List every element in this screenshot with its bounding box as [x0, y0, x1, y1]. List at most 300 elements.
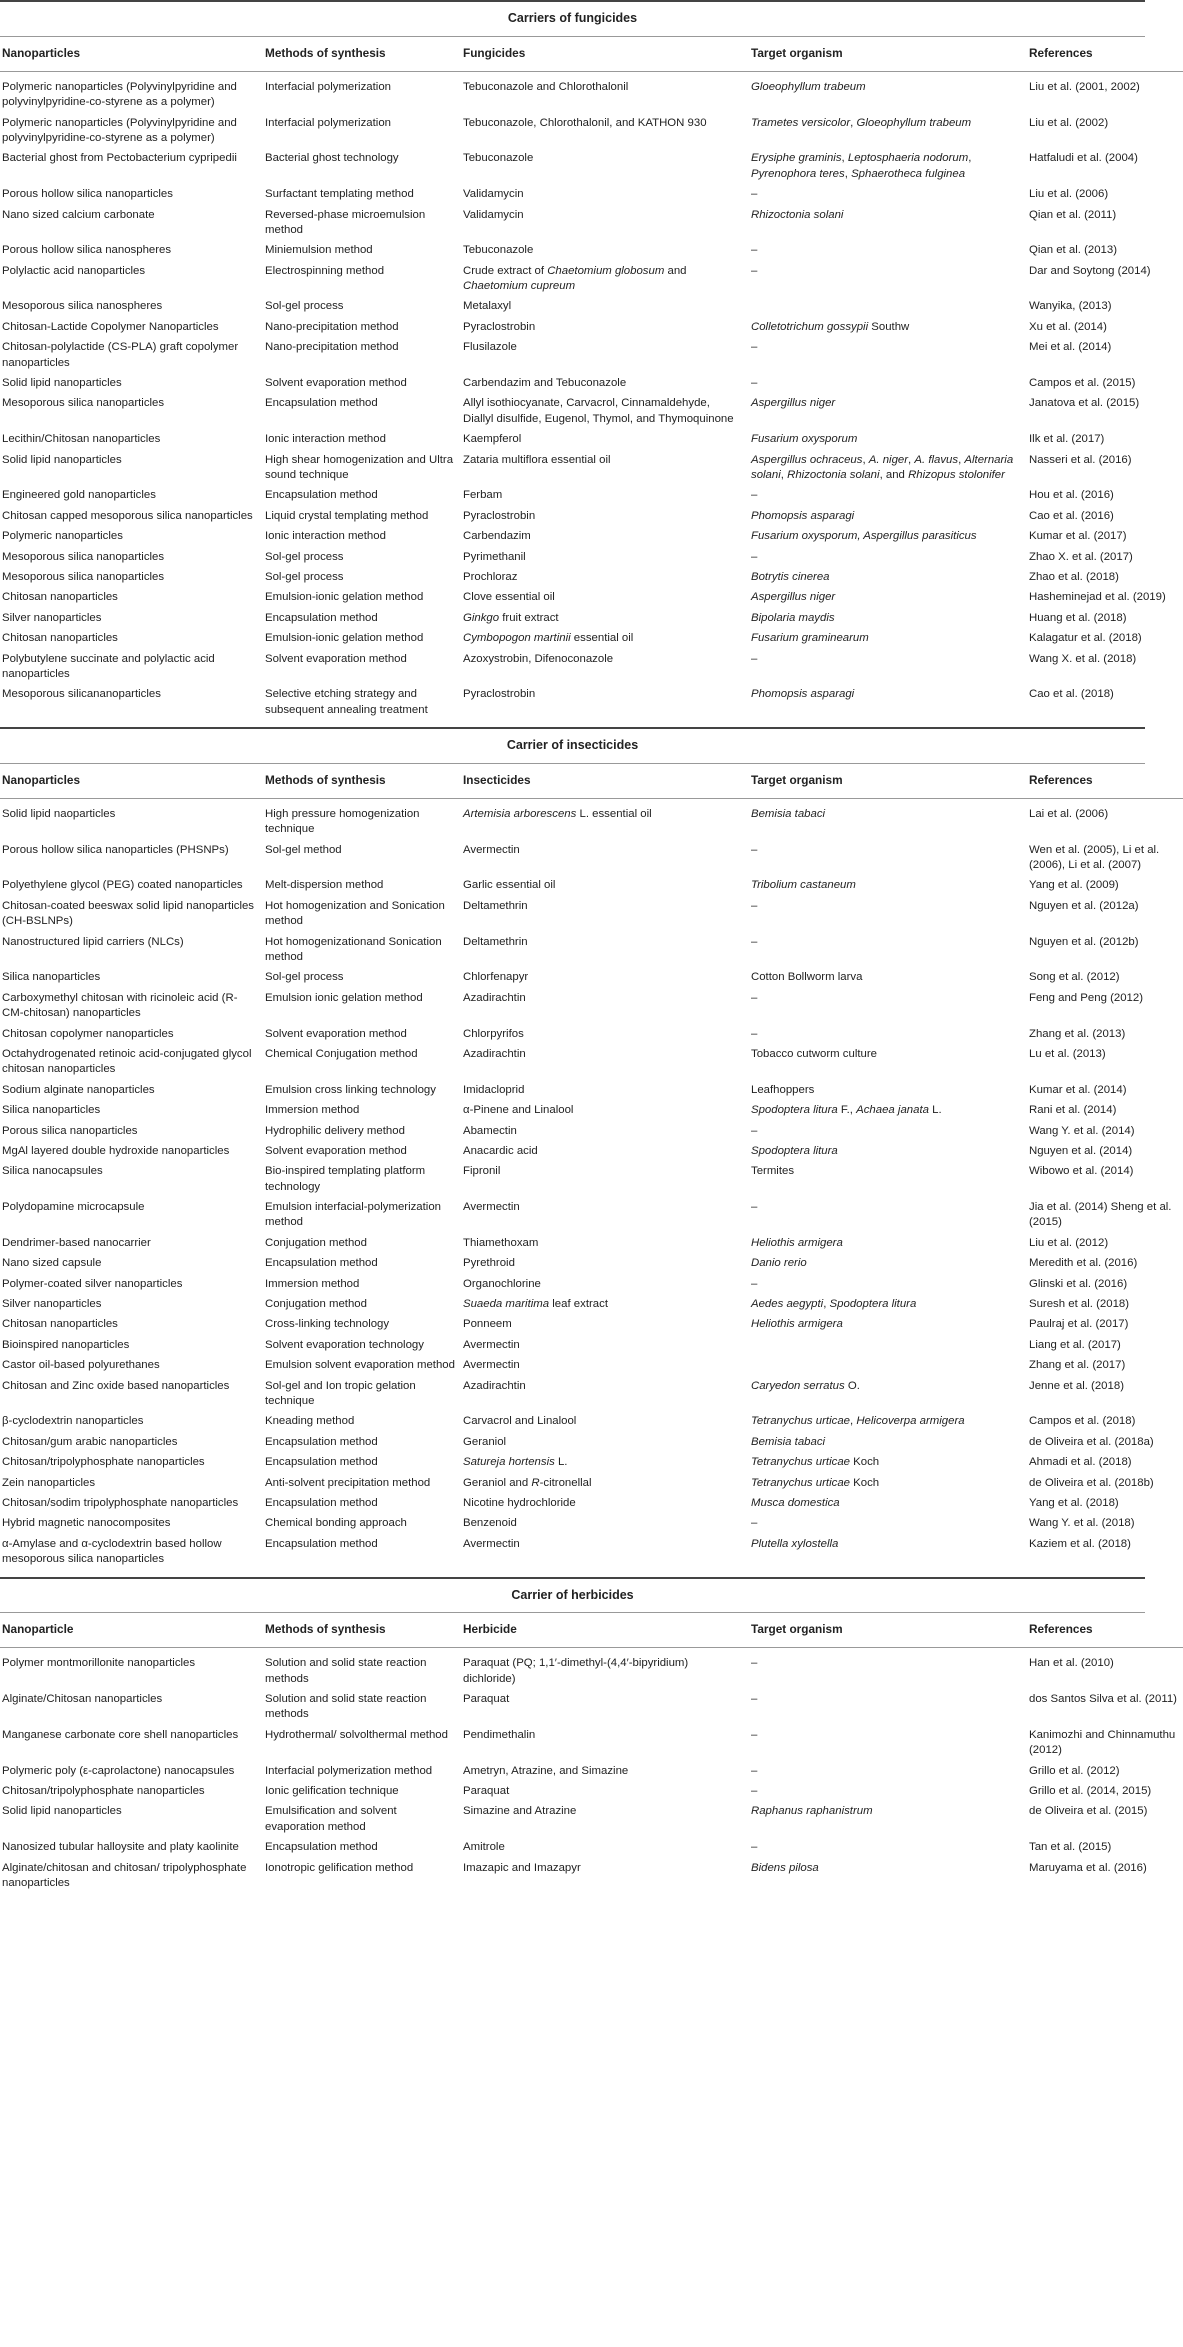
cell-text: Garlic essential oil [463, 879, 556, 892]
cell-text: Nanostructured lipid carriers (NLCs) [2, 935, 184, 948]
cell-nanoparticle [0, 1101, 261, 1121]
cell-target [747, 297, 1025, 317]
cell-method [261, 897, 459, 933]
cell-text: O. [844, 1379, 860, 1392]
cell-text: Liu et al. (2002) [1029, 116, 1109, 129]
cell-reference [1025, 206, 1183, 242]
cell-agent [459, 338, 747, 374]
cell-method [261, 1122, 459, 1142]
cell-reference [1025, 650, 1183, 686]
cell-text: – [751, 1657, 758, 1670]
cell-method [261, 629, 459, 649]
cell-reference [1025, 507, 1183, 527]
cell-text: – [751, 244, 758, 257]
cell-text: , [823, 1298, 830, 1311]
cell-nanoparticle [0, 1802, 261, 1838]
cell-text: Porous silica nanoparticles [2, 1124, 138, 1137]
cell-text: Clove essential oil [463, 591, 555, 604]
table-row [0, 1275, 1183, 1295]
cell-reference [1025, 1315, 1183, 1335]
cell-reference [1025, 1726, 1183, 1762]
cell-nanoparticle [0, 1453, 261, 1473]
cell-target [747, 1198, 1025, 1234]
cell-text: Emulsion solvent evaporation method [265, 1359, 455, 1372]
cell-text: Cao et al. (2018) [1029, 688, 1114, 701]
cell-nanoparticle [0, 1162, 261, 1198]
cell-text-italic: Caryedon serratus [751, 1379, 845, 1392]
cell-text: Polymeric nanoparticles (Polyvinylpyridine and polyvinylpyridine-co-styrene as a polymer) [2, 80, 237, 109]
cell-text: Hot homogenization and Sonication method [265, 899, 445, 928]
cell-nanoparticle [0, 897, 261, 933]
cell-text: , [908, 453, 915, 466]
cell-text: Melt-dispersion method [265, 879, 384, 892]
cell-nanoparticle [0, 685, 261, 721]
cell-text-italic: Achaea janata [856, 1104, 929, 1117]
cell-agent [459, 507, 747, 527]
cell-text: Sol-gel process [265, 300, 344, 313]
table-row [0, 1782, 1183, 1802]
cell-text: , [958, 453, 965, 466]
cell-agent [459, 629, 747, 649]
cell-text: Chitosan nanoparticles [2, 1318, 118, 1331]
table-row [0, 185, 1183, 205]
cell-text: Allyl isothiocyanate, Carvacrol, Cinnamaldehyde, Diallyl disulfide, Eugenol, Thymol, and Thymoquinone [463, 397, 734, 425]
cell-agent [459, 1315, 747, 1335]
cell-method [261, 1254, 459, 1274]
cell-nanoparticle [0, 206, 261, 242]
cell-text: Organochlorine [463, 1277, 541, 1290]
cell-text: Grillo et al. (2012) [1029, 1764, 1120, 1777]
cell-nanoparticle [0, 1838, 261, 1858]
cell-text: Solution and solid state reaction methods [265, 1693, 427, 1721]
table-row [0, 262, 1183, 298]
cell-text: Deltamethrin [463, 899, 528, 912]
cell-agent [459, 650, 747, 686]
cell-text-italic: Bemisia tabaci [751, 1435, 826, 1448]
cell-agent [459, 71, 747, 113]
cell-text: Jenne et al. (2018) [1029, 1379, 1124, 1392]
cell-text: Solid lipid naoparticles [2, 807, 116, 820]
cell-text-italic: A. flavus [914, 453, 959, 466]
cell-text: Liu et al. (2006) [1029, 188, 1109, 201]
cell-agent [459, 1234, 747, 1254]
cell-reference [1025, 1433, 1183, 1453]
cell-text-italic: Plutella xylostella [751, 1537, 839, 1550]
cell-target [747, 798, 1025, 840]
table-row [0, 1514, 1183, 1534]
cell-nanoparticle [0, 629, 261, 649]
cell-text: , [844, 167, 852, 180]
cell-text: Hydrophilic delivery method [265, 1124, 405, 1137]
cell-text: Chitosan nanoparticles [2, 591, 118, 604]
cell-target [747, 1101, 1025, 1121]
cell-target [747, 968, 1025, 988]
table-row [0, 1762, 1183, 1782]
table-row [0, 876, 1183, 896]
cell-text: Nguyen et al. (2012b) [1029, 935, 1139, 948]
cell-method [261, 798, 459, 840]
cell-text: – [751, 1841, 758, 1854]
cell-text: Ionic interaction method [265, 433, 386, 446]
table-row [0, 1356, 1183, 1376]
cell-text: Polymeric nanoparticles [2, 530, 123, 543]
cell-text-italic: Gloeophyllum trabeum [751, 80, 866, 93]
cell-text: Solvent evaporation method [265, 652, 407, 665]
cell-reference [1025, 1101, 1183, 1121]
cell-text: Imidacloprid [463, 1083, 525, 1096]
cell-text-italic: Botrytis cinerea [751, 570, 830, 583]
cell-text: α-Amylase and α-cyclodextrin based hollow mesoporous silica nanoparticles [2, 1537, 222, 1566]
cell-text-italic: Cymbopogon martinii [463, 632, 571, 645]
cell-method [261, 297, 459, 317]
cell-text: Campos et al. (2015) [1029, 377, 1136, 390]
cell-text: Electrospinning method [265, 264, 385, 277]
cell-method [261, 1315, 459, 1335]
cell-text: Deltamethrin [463, 935, 528, 948]
cell-text: Emulsion interfacial-polymerization method [265, 1201, 441, 1229]
cell-agent [459, 149, 747, 185]
table-row [0, 486, 1183, 506]
cell-reference [1025, 685, 1183, 721]
cell-method [261, 1838, 459, 1858]
cell-text: Emulsion ionic gelation method [265, 991, 423, 1004]
data-table [0, 764, 1183, 1571]
cell-target [747, 1275, 1025, 1295]
cell-reference [1025, 185, 1183, 205]
cell-text: Liu et al. (2001, 2002) [1029, 80, 1140, 93]
cell-text: Zhang et al. (2013) [1029, 1027, 1126, 1040]
cell-agent [459, 685, 747, 721]
cell-text: , [849, 1415, 857, 1428]
cell-method [261, 1295, 459, 1315]
cell-agent [459, 1081, 747, 1101]
cell-text: Xu et al. (2014) [1029, 320, 1107, 333]
cell-nanoparticle [0, 968, 261, 988]
cell-reference [1025, 1377, 1183, 1413]
cell-reference [1025, 1859, 1183, 1895]
cell-text: Wen et al. (2005), Li et al. (2006), Li et al. (2007) [1029, 843, 1160, 872]
cell-nanoparticle [0, 876, 261, 896]
column-header-agent: Fungicides [459, 37, 747, 71]
cell-text: – [751, 1517, 758, 1530]
cell-target [747, 629, 1025, 649]
cell-text: Azadirachtin [463, 1047, 526, 1060]
cell-text: Tebuconazole [463, 152, 534, 165]
cell-text: Polymer-coated silver nanoparticles [2, 1277, 183, 1290]
cell-text: Meredith et al. (2016) [1029, 1257, 1138, 1270]
cell-method [261, 588, 459, 608]
cell-reference [1025, 1782, 1183, 1802]
cell-text: – [751, 264, 758, 277]
column-header-method: Methods of synthesis [261, 764, 459, 798]
cell-text: and [664, 264, 687, 277]
table-row [0, 1162, 1183, 1198]
cell-agent [459, 1648, 747, 1690]
cell-nanoparticle [0, 394, 261, 430]
cell-reference [1025, 451, 1183, 487]
cell-reference [1025, 1162, 1183, 1198]
cell-nanoparticle [0, 1081, 261, 1101]
cell-text: Hybrid magnetic nanocomposites [2, 1517, 171, 1530]
cell-method [261, 318, 459, 338]
cell-text: Manganese carbonate core shell nanoparticles [2, 1728, 239, 1741]
cell-text: Reversed-phase microemulsion method [265, 208, 426, 236]
cell-method [261, 1514, 459, 1534]
table-row [0, 1726, 1183, 1762]
cell-agent [459, 1782, 747, 1802]
cell-text: L. essential oil [576, 807, 652, 820]
cell-text: Jia et al. (2014) Sheng et al. (2015) [1029, 1201, 1172, 1229]
cell-text-italic: Artemisia arborescens [463, 807, 577, 820]
cell-nanoparticle [0, 1762, 261, 1782]
cell-nanoparticle [0, 1412, 261, 1432]
cell-text: Wibowo et al. (2014) [1029, 1165, 1134, 1178]
cell-text: – [751, 652, 758, 665]
cell-target [747, 1474, 1025, 1494]
cell-method [261, 1412, 459, 1432]
cell-target [747, 1514, 1025, 1534]
cell-method [261, 1494, 459, 1514]
cell-text: Hot homogenizationand Sonication method [265, 935, 442, 963]
cell-text: Hydrothermal/ solvolthermal method [265, 1728, 448, 1741]
cell-reference [1025, 374, 1183, 394]
cell-text: Anacardic acid [463, 1144, 538, 1157]
cell-nanoparticle [0, 1234, 261, 1254]
cell-text: Polybutylene succinate and polylactic acid nanoparticles [2, 652, 215, 680]
cell-target [747, 1315, 1025, 1335]
cell-text: Silica nanocapsules [2, 1165, 103, 1178]
cell-target [747, 114, 1025, 150]
cell-text: Flusilazole [463, 341, 517, 354]
cell-text: Chitosan copolymer nanoparticles [2, 1027, 174, 1040]
cell-text: Polymeric nanoparticles (Polyvinylpyridine and polyvinylpyridine-co-styrene as a polymer) [2, 116, 237, 144]
cell-method [261, 374, 459, 394]
table-row [0, 609, 1183, 629]
cell-text: Kumar et al. (2017) [1029, 530, 1127, 543]
cell-text: Nguyen et al. (2012a) [1029, 899, 1139, 912]
cell-reference [1025, 1412, 1183, 1432]
cell-agent [459, 206, 747, 242]
cell-text: Qian et al. (2013) [1029, 244, 1118, 257]
cell-text: leaf extract [549, 1298, 608, 1311]
cell-target [747, 1254, 1025, 1274]
cell-agent [459, 1726, 747, 1762]
table-row [0, 897, 1183, 933]
table-row [0, 1802, 1183, 1838]
column-header-reference: References [1025, 764, 1183, 798]
cell-agent [459, 1101, 747, 1121]
cell-reference [1025, 1142, 1183, 1162]
cell-text: Cotton Bollworm larva [751, 971, 863, 984]
table-row [0, 841, 1183, 877]
cell-agent [459, 897, 747, 933]
table-row [0, 1122, 1183, 1142]
cell-reference [1025, 430, 1183, 450]
table-row [0, 1377, 1183, 1413]
cell-target [747, 876, 1025, 896]
cell-text: Sol-gel process [265, 550, 344, 563]
cell-nanoparticle [0, 1315, 261, 1335]
cell-nanoparticle [0, 318, 261, 338]
cell-nanoparticle [0, 1122, 261, 1142]
cell-nanoparticle [0, 1514, 261, 1534]
cell-nanoparticle [0, 527, 261, 547]
cell-agent [459, 1690, 747, 1726]
cell-text: Encapsulation method [265, 397, 378, 410]
cell-text: Avermectin [463, 1359, 520, 1372]
cell-text: α-Pinene and Linalool [463, 1104, 574, 1117]
cell-text: Maruyama et al. (2016) [1029, 1861, 1147, 1874]
cell-method [261, 114, 459, 150]
cell-text: Qian et al. (2011) [1029, 208, 1117, 221]
cell-method [261, 609, 459, 629]
cell-reference [1025, 1336, 1183, 1356]
table-row [0, 1315, 1183, 1335]
cell-nanoparticle [0, 609, 261, 629]
cell-text: Encapsulation method [265, 1456, 378, 1469]
table-row [0, 338, 1183, 374]
cell-text: Ahmadi et al. (2018) [1029, 1456, 1132, 1469]
cell-target [747, 1081, 1025, 1101]
cell-text: Lecithin/Chitosan nanoparticles [2, 433, 161, 446]
header-row [0, 764, 1183, 798]
cell-text-italic: Suaeda maritima [463, 1298, 550, 1311]
cell-agent [459, 1254, 747, 1274]
cell-reference [1025, 1025, 1183, 1045]
cell-text: – [751, 843, 758, 856]
cell-target [747, 1025, 1025, 1045]
cell-nanoparticle [0, 114, 261, 150]
cell-text: Benzenoid [463, 1517, 517, 1530]
cell-reference [1025, 609, 1183, 629]
cell-target [747, 1433, 1025, 1453]
cell-text: L. [554, 1456, 568, 1469]
cell-text-italic: Satureja hortensis [463, 1456, 555, 1469]
cell-text: – [751, 341, 758, 354]
cell-target [747, 548, 1025, 568]
cell-text: Octahydrogenated retinoic acid-conjugated glycol chitosan nanoparticles [2, 1047, 252, 1076]
cell-nanoparticle [0, 1254, 261, 1274]
cell-text: – [751, 1764, 758, 1777]
cell-method [261, 933, 459, 969]
cell-method [261, 206, 459, 242]
table-row [0, 149, 1183, 185]
header-row [0, 1613, 1183, 1647]
cell-text: Chitosan-Lactide Copolymer Nanoparticles [2, 320, 219, 333]
cell-text: Hou et al. (2016) [1029, 489, 1114, 502]
cell-text: de Oliveira et al. (2018b) [1029, 1476, 1154, 1489]
cell-method [261, 1690, 459, 1726]
column-header-agent: Herbicide [459, 1613, 747, 1647]
table-row [0, 394, 1183, 430]
cell-text: Interfacial polymerization [265, 80, 391, 93]
cell-agent [459, 841, 747, 877]
cell-text: Southw [868, 320, 910, 333]
cell-nanoparticle [0, 149, 261, 185]
cell-text: Interfacial polymerization [265, 116, 391, 129]
cell-text: Bacterial ghost from Pectobacterium cypripedii [2, 152, 237, 165]
cell-text: Immersion method [265, 1104, 360, 1117]
cell-agent [459, 185, 747, 205]
cell-text: Chitosan/sodim tripolyphosphate nanoparticles [2, 1496, 239, 1509]
cell-text-italic: Phomopsis asparagi [751, 688, 855, 701]
cell-text: Zataria multiflora essential oil [463, 453, 611, 466]
cell-agent [459, 1275, 747, 1295]
cell-nanoparticle [0, 933, 261, 969]
table-row [0, 1101, 1183, 1121]
cell-agent [459, 876, 747, 896]
cell-method [261, 1433, 459, 1453]
cell-agent [459, 568, 747, 588]
cell-text-italic: Bipolaria maydis [751, 611, 835, 624]
cell-reference [1025, 394, 1183, 430]
cell-nanoparticle [0, 507, 261, 527]
table-row [0, 1648, 1183, 1690]
cell-nanoparticle [0, 1377, 261, 1413]
cell-text: High pressure homogenization technique [265, 807, 420, 836]
cell-method [261, 1336, 459, 1356]
cell-text-italic: Aedes aegypti [751, 1298, 824, 1311]
cell-text: Leafhoppers [751, 1083, 815, 1096]
cell-text-italic: Tetranychus urticae [751, 1476, 850, 1489]
cell-nanoparticle [0, 1295, 261, 1315]
cell-agent [459, 394, 747, 430]
column-header-target: Target organism [747, 37, 1025, 71]
table-row [0, 685, 1183, 721]
cell-text: Grillo et al. (2014, 2015) [1029, 1785, 1152, 1798]
cell-target [747, 609, 1025, 629]
cell-text-italic: Tetranychus urticae [751, 1456, 850, 1469]
cell-text: Metalaxyl [463, 300, 512, 313]
cell-reference [1025, 486, 1183, 506]
cell-agent [459, 1295, 747, 1315]
cell-target [747, 685, 1025, 721]
cell-nanoparticle [0, 185, 261, 205]
table-row [0, 1295, 1183, 1315]
cell-text: Sol-gel method [265, 843, 342, 856]
cell-text: Chitosan nanoparticles [2, 632, 118, 645]
cell-reference [1025, 1254, 1183, 1274]
cell-text-italic: Musca domestica [751, 1496, 840, 1509]
cell-text: – [751, 899, 758, 912]
cell-text-italic: Fusarium oxysporum [751, 433, 858, 446]
cell-text: Sol-gel and Ion tropic gelation technique [265, 1379, 416, 1407]
cell-text: de Oliveira et al. (2018a) [1029, 1435, 1154, 1448]
cell-text-italic: Rhizoctonia solani [787, 469, 880, 481]
cell-text: Geraniol and [463, 1476, 532, 1489]
cell-text: Lai et al. (2006) [1029, 807, 1109, 820]
cell-agent [459, 430, 747, 450]
cell-reference [1025, 1648, 1183, 1690]
cell-text: Azadirachtin [463, 1379, 526, 1392]
cell-text: Nano-precipitation method [265, 341, 399, 354]
cell-method [261, 338, 459, 374]
cell-text: – [751, 1785, 758, 1798]
cell-text-italic: Sphaerotheca fulginea [851, 167, 966, 180]
cell-agent [459, 451, 747, 487]
cell-text: Azoxystrobin, Difenoconazole [463, 652, 614, 665]
cell-text: Kanimozhi and Chinnamuthu (2012) [1029, 1728, 1176, 1757]
cell-method [261, 1142, 459, 1162]
cell-text-italic: Bidens pilosa [751, 1861, 819, 1874]
table-row [0, 374, 1183, 394]
cell-reference [1025, 629, 1183, 649]
cell-agent [459, 1377, 747, 1413]
cell-text: F., [837, 1104, 857, 1117]
cell-text: Solvent evaporation method [265, 1144, 407, 1157]
cell-nanoparticle [0, 486, 261, 506]
cell-text: Emulsification and solvent evaporation method [265, 1805, 397, 1833]
